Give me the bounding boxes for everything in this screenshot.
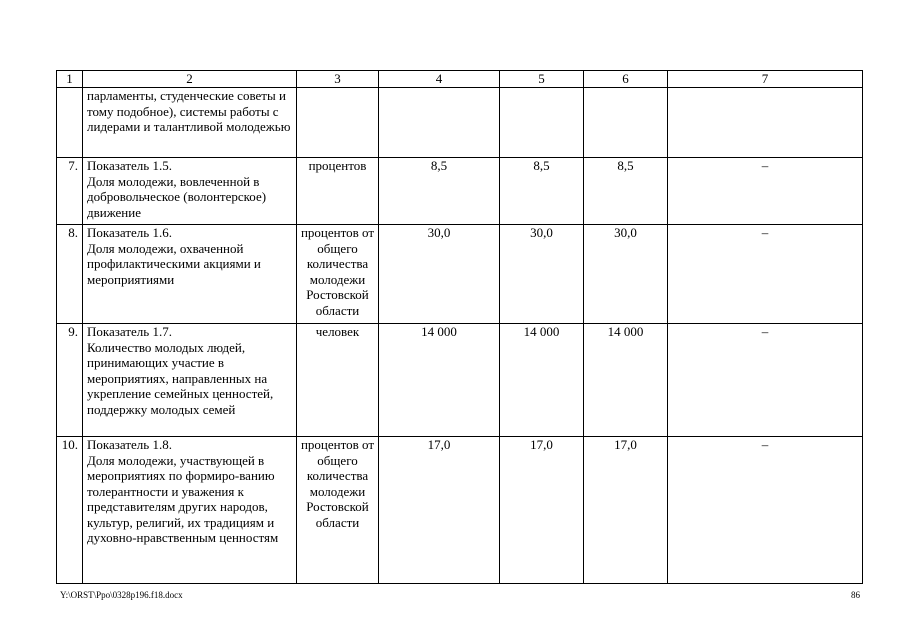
column-number: 6 xyxy=(584,71,668,88)
indicator-name xyxy=(83,225,297,324)
table-row xyxy=(57,324,863,437)
value-cell: 17,0 xyxy=(500,437,584,584)
value-cell: 14 000 xyxy=(500,324,584,437)
indicator-description: Доля молодежи, вовлеченной в добровольческое (волонтерское) движение xyxy=(87,173,267,220)
note-cell: – xyxy=(668,324,863,437)
column-number: 7 xyxy=(668,71,863,88)
value-cell: 8,5 xyxy=(379,158,500,225)
table-row xyxy=(57,88,863,158)
value-cell: 14 000 xyxy=(379,324,500,437)
note-cell: – xyxy=(668,225,863,324)
row-number: 9. xyxy=(57,324,83,437)
value-cell: 8,5 xyxy=(500,158,584,225)
indicator-description: Доля молодежи, охваченной профилактическими акциями и мероприятиями xyxy=(87,240,261,287)
row-number: 7. xyxy=(57,158,83,225)
unit-cell xyxy=(297,88,379,158)
value-cell: 30,0 xyxy=(500,225,584,324)
column-number: 3 xyxy=(297,71,379,88)
row-number: 8. xyxy=(57,225,83,324)
note-cell: – xyxy=(668,158,863,225)
value-cell: 30,0 xyxy=(584,225,668,324)
file-path-footer: Y:\ORST\Ppo\0328p196.f18.docx xyxy=(60,590,183,600)
indicator-name xyxy=(83,158,297,225)
indicator-description: Количество молодых людей, принимающих участие в мероприятиях, направленных на укрепление семейных ценностей, поддержку молодых семей xyxy=(87,339,274,417)
value-cell xyxy=(379,88,500,158)
table-row xyxy=(57,225,863,324)
unit-cell: процентов от общего количества молодежи Ростовской области xyxy=(297,437,379,584)
indicator-description: Доля молодежи, участвующей в мероприятиях по формиро-ванию толерантности и уважения к представителям других народов, культур, религий, их традициям и духовно-нравственным ценностям xyxy=(87,452,279,545)
value-cell xyxy=(500,88,584,158)
value-cell: 30,0 xyxy=(379,225,500,324)
row-number: 10. xyxy=(57,437,83,584)
indicator-title: Показатель 1.7. xyxy=(87,324,172,339)
value-cell: 17,0 xyxy=(584,437,668,584)
column-number: 5 xyxy=(500,71,584,88)
table-row xyxy=(57,158,863,225)
indicator-name xyxy=(83,437,297,584)
value-cell xyxy=(584,88,668,158)
row-number xyxy=(57,88,83,158)
note-cell: – xyxy=(668,437,863,584)
indicator-name xyxy=(83,324,297,437)
table-row xyxy=(57,437,863,584)
page-number: 86 xyxy=(851,590,860,600)
unit-cell: человек xyxy=(297,324,379,437)
column-number-row xyxy=(57,71,863,88)
value-cell: 14 000 xyxy=(584,324,668,437)
indicator-description: парламенты, студенческие советы и тому подобное), системы работы с лидерами и талантливой молодежью xyxy=(87,88,291,134)
unit-cell: процентов xyxy=(297,158,379,225)
column-number: 2 xyxy=(83,71,297,88)
indicator-title: Показатель 1.6. xyxy=(87,225,172,240)
column-number: 1 xyxy=(57,71,83,88)
indicator-title: Показатель 1.8. xyxy=(87,437,172,452)
indicator-title: Показатель 1.5. xyxy=(87,158,172,173)
column-number: 4 xyxy=(379,71,500,88)
indicators-table xyxy=(56,70,863,584)
value-cell: 8,5 xyxy=(584,158,668,225)
indicator-name xyxy=(83,88,297,158)
value-cell: 17,0 xyxy=(379,437,500,584)
note-cell xyxy=(668,88,863,158)
unit-cell: процентов от общего количества молодежи Ростовской области xyxy=(297,225,379,324)
